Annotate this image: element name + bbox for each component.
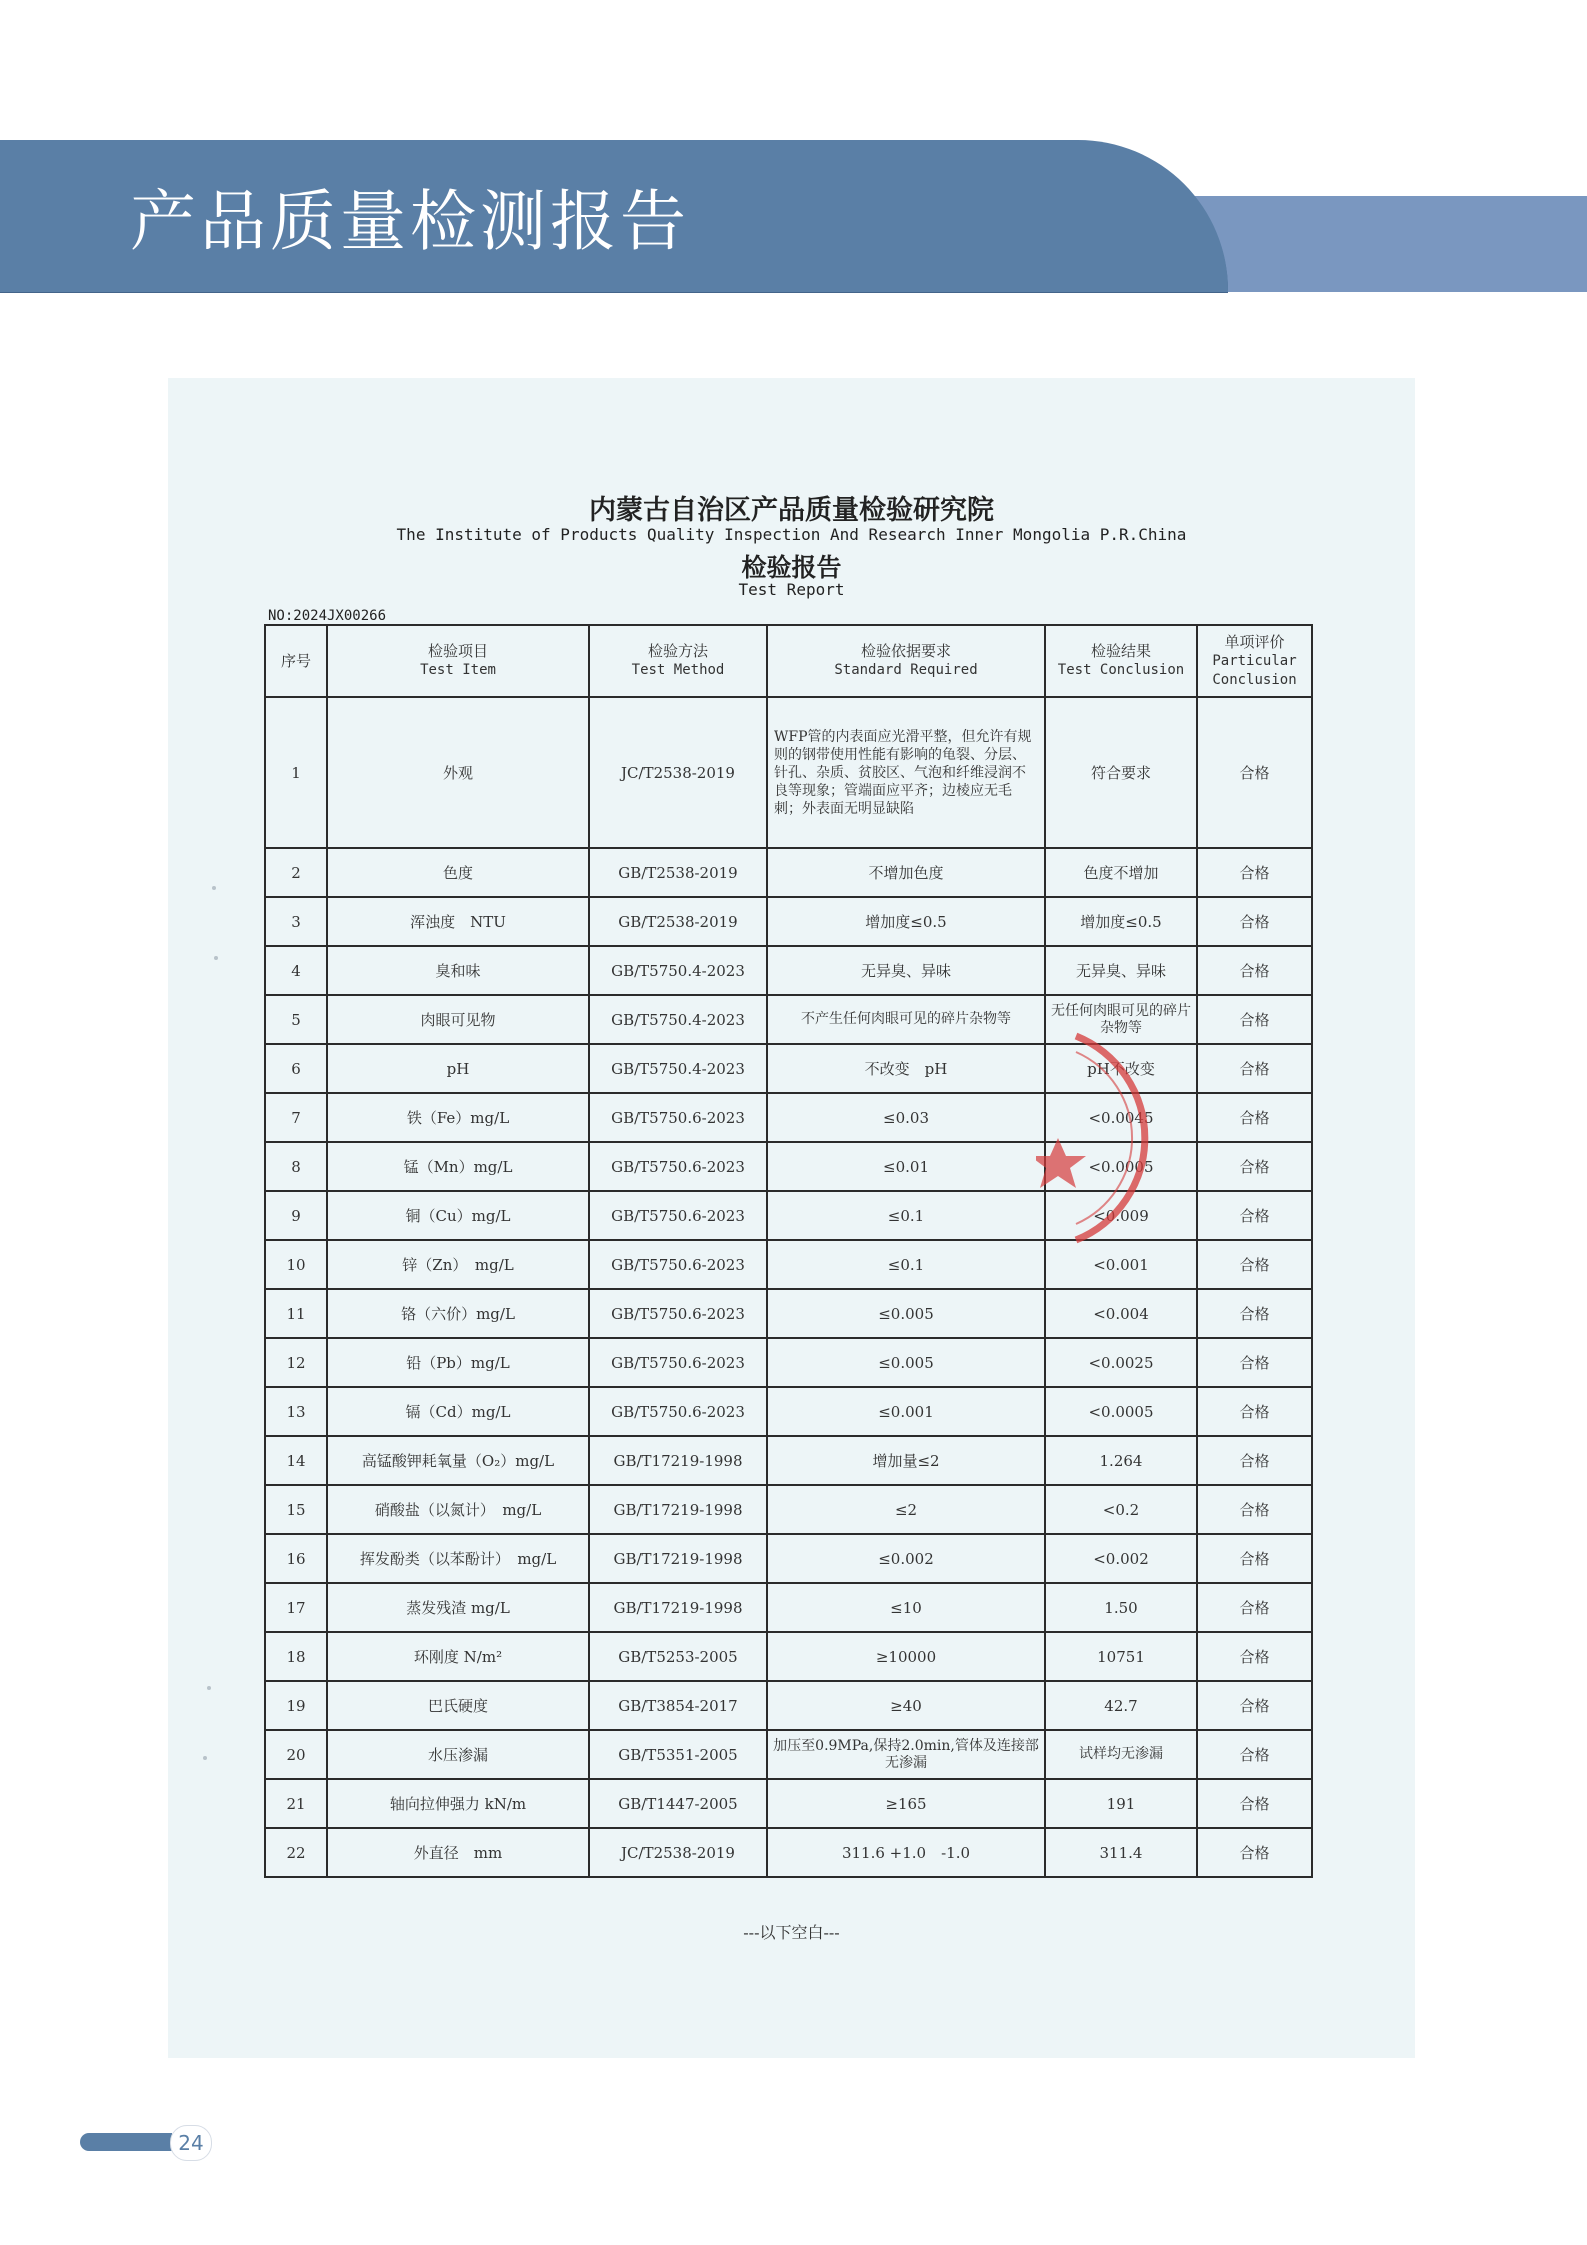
row-number: 3 [265, 897, 327, 946]
row-number: 2 [265, 848, 327, 897]
evaluation: 合格 [1197, 1583, 1312, 1632]
test-method: GB/T17219-1998 [589, 1436, 767, 1485]
evaluation: 合格 [1197, 1534, 1312, 1583]
row-number: 14 [265, 1436, 327, 1485]
test-item: 臭和味 [327, 946, 589, 995]
test-item: 硝酸盐（以氮计） mg/L [327, 1485, 589, 1534]
evaluation: 合格 [1197, 1387, 1312, 1436]
test-result: 增加度≤0.5 [1045, 897, 1197, 946]
standard-required: ≤0.002 [767, 1534, 1045, 1583]
test-result: pH不改变 [1045, 1044, 1197, 1093]
scan-speck [203, 1756, 207, 1760]
evaluation: 合格 [1197, 1828, 1312, 1877]
row-number: 1 [265, 697, 327, 848]
test-method: JC/T2538-2019 [589, 697, 767, 848]
evaluation: 合格 [1197, 995, 1312, 1044]
blank-below-note: ---以下空白--- [743, 1923, 840, 1942]
table-row [265, 1681, 1312, 1730]
table-row [265, 1191, 1312, 1240]
test-result: 色度不增加 [1045, 848, 1197, 897]
standard-required: 不产生任何肉眼可见的碎片杂物等 [767, 995, 1045, 1044]
standard-required: ≤0.1 [767, 1240, 1045, 1289]
row-number: 22 [265, 1828, 327, 1877]
col-header-standard: 检验依据要求 Standard Required [767, 625, 1045, 697]
table-row [265, 697, 1312, 848]
evaluation: 合格 [1197, 1142, 1312, 1191]
standard-required: ≤0.005 [767, 1338, 1045, 1387]
table-row [265, 1730, 1312, 1779]
table-row [265, 1338, 1312, 1387]
test-result: <0.0005 [1045, 1142, 1197, 1191]
test-item: 锰（Mn）mg/L [327, 1142, 589, 1191]
standard-required: ≤0.03 [767, 1093, 1045, 1142]
report-title-en: Test Report [738, 580, 845, 599]
row-number: 18 [265, 1632, 327, 1681]
test-result: 311.4 [1045, 1828, 1197, 1877]
page-title: 产品质量检测报告 [130, 183, 690, 260]
row-number: 12 [265, 1338, 327, 1387]
test-result: <0.0045 [1045, 1093, 1197, 1142]
row-number: 17 [265, 1583, 327, 1632]
col-header-no: 序号 [265, 625, 327, 697]
institute-name-en: The Institute of Products Quality Inspection And Research Inner Mongolia P.R.China [396, 525, 1187, 544]
table-row [265, 946, 1312, 995]
row-number: 19 [265, 1681, 327, 1730]
test-item: 肉眼可见物 [327, 995, 589, 1044]
test-method: GB/T17219-1998 [589, 1485, 767, 1534]
standard-required: ≤0.1 [767, 1191, 1045, 1240]
table-row [265, 1534, 1312, 1583]
scan-speck [214, 956, 218, 960]
test-result: <0.2 [1045, 1485, 1197, 1534]
table-header-row [265, 625, 1312, 697]
row-number: 6 [265, 1044, 327, 1093]
table-row [265, 1142, 1312, 1191]
test-method: GB/T5253-2005 [589, 1632, 767, 1681]
table-row [265, 1632, 1312, 1681]
evaluation: 合格 [1197, 1779, 1312, 1828]
table-row [265, 1044, 1312, 1093]
table-row [265, 1093, 1312, 1142]
test-item: 色度 [327, 848, 589, 897]
test-method: GB/T5750.6-2023 [589, 1387, 767, 1436]
standard-required: 增加度≤0.5 [767, 897, 1045, 946]
row-number: 4 [265, 946, 327, 995]
test-result: 10751 [1045, 1632, 1197, 1681]
test-method: GB/T5750.4-2023 [589, 1044, 767, 1093]
test-result: 符合要求 [1045, 697, 1197, 848]
col-header-result: 检验结果 Test Conclusion [1045, 625, 1197, 697]
test-item: 浑浊度 NTU [327, 897, 589, 946]
table-row [265, 1289, 1312, 1338]
row-number: 15 [265, 1485, 327, 1534]
col-header-evaluation: 单项评价 Particular Conclusion [1197, 625, 1312, 697]
test-method: GB/T2538-2019 [589, 897, 767, 946]
standard-required: 无异臭、异味 [767, 946, 1045, 995]
standard-required: ≤10 [767, 1583, 1045, 1632]
table-row [265, 1485, 1312, 1534]
test-item: 巴氏硬度 [327, 1681, 589, 1730]
page-number: 24 [170, 2125, 212, 2161]
test-method: GB/T1447-2005 [589, 1779, 767, 1828]
table-row [265, 1583, 1312, 1632]
test-method: GB/T17219-1998 [589, 1534, 767, 1583]
test-method: GB/T2538-2019 [589, 848, 767, 897]
standard-required: 加压至0.9MPa,保持2.0min,管体及连接部无渗漏 [767, 1730, 1045, 1779]
standard-required: 311.6 +1.0 -1.0 [767, 1828, 1045, 1877]
table-row [265, 848, 1312, 897]
test-method: GB/T3854-2017 [589, 1681, 767, 1730]
header-accent-bar [1190, 196, 1587, 292]
test-item: 轴向拉伸强力 kN/m [327, 1779, 589, 1828]
row-number: 21 [265, 1779, 327, 1828]
test-result: 42.7 [1045, 1681, 1197, 1730]
evaluation: 合格 [1197, 1632, 1312, 1681]
test-item: 高锰酸钾耗氧量（O₂）mg/L [327, 1436, 589, 1485]
test-item: pH [327, 1044, 589, 1093]
test-method: JC/T2538-2019 [589, 1828, 767, 1877]
standard-required: ≥40 [767, 1681, 1045, 1730]
test-method: GB/T5750.6-2023 [589, 1142, 767, 1191]
evaluation: 合格 [1197, 1730, 1312, 1779]
test-item: 镉（Cd）mg/L [327, 1387, 589, 1436]
row-number: 10 [265, 1240, 327, 1289]
standard-required: ≤0.01 [767, 1142, 1045, 1191]
test-result: 1.50 [1045, 1583, 1197, 1632]
institute-name-cn: 内蒙古自治区产品质量检验研究院 [589, 495, 994, 526]
row-number: 11 [265, 1289, 327, 1338]
test-result: 试样均无渗漏 [1045, 1730, 1197, 1779]
evaluation: 合格 [1197, 848, 1312, 897]
row-number: 13 [265, 1387, 327, 1436]
table-row [265, 1828, 1312, 1877]
test-result: <0.004 [1045, 1289, 1197, 1338]
test-item: 铬（六价）mg/L [327, 1289, 589, 1338]
table-row [265, 1436, 1312, 1485]
test-result: <0.0005 [1045, 1387, 1197, 1436]
standard-required: ≤2 [767, 1485, 1045, 1534]
test-method: GB/T5750.4-2023 [589, 946, 767, 995]
test-method: GB/T5750.6-2023 [589, 1289, 767, 1338]
test-item: 水压渗漏 [327, 1730, 589, 1779]
table-row [265, 1240, 1312, 1289]
test-item: 外观 [327, 697, 589, 848]
table-row [265, 995, 1312, 1044]
evaluation: 合格 [1197, 697, 1312, 848]
scan-speck [207, 1686, 211, 1690]
report-title-cn: 检验报告 [741, 553, 842, 582]
standard-required: WFP管的内表面应光滑平整，但允许有规则的钢带使用性能有影响的龟裂、分层、针孔、杂质、贫胶区、气泡和纤维浸润不良等现象；管端面应平齐；边棱应无毛刺；外表面无明显缺陷 [767, 697, 1045, 848]
scanned-report [168, 378, 1415, 2058]
test-item: 铁（Fe）mg/L [327, 1093, 589, 1142]
test-result: 1.264 [1045, 1436, 1197, 1485]
col-header-method: 检验方法 Test Method [589, 625, 767, 697]
row-number: 16 [265, 1534, 327, 1583]
standard-required: 不增加色度 [767, 848, 1045, 897]
standard-required: ≥10000 [767, 1632, 1045, 1681]
evaluation: 合格 [1197, 1093, 1312, 1142]
test-item: 锌（Zn） mg/L [327, 1240, 589, 1289]
evaluation: 合格 [1197, 1191, 1312, 1240]
table-row [265, 1779, 1312, 1828]
test-result: 无任何肉眼可见的碎片杂物等 [1045, 995, 1197, 1044]
evaluation: 合格 [1197, 1240, 1312, 1289]
test-result: 无异臭、异味 [1045, 946, 1197, 995]
row-number: 5 [265, 995, 327, 1044]
test-result: <0.0025 [1045, 1338, 1197, 1387]
test-item: 铜（Cu）mg/L [327, 1191, 589, 1240]
scan-speck [212, 886, 216, 890]
table-row [265, 897, 1312, 946]
test-item: 外直径 mm [327, 1828, 589, 1877]
standard-required: ≥165 [767, 1779, 1045, 1828]
evaluation: 合格 [1197, 1338, 1312, 1387]
row-number: 20 [265, 1730, 327, 1779]
report-number: NO:2024JX00266 [268, 608, 387, 624]
evaluation: 合格 [1197, 1436, 1312, 1485]
evaluation: 合格 [1197, 897, 1312, 946]
test-item: 挥发酚类（以苯酚计） mg/L [327, 1534, 589, 1583]
col-header-item: 检验项目 Test Item [327, 625, 589, 697]
test-result: <0.009 [1045, 1191, 1197, 1240]
test-method: GB/T5750.6-2023 [589, 1191, 767, 1240]
standard-required: ≤0.001 [767, 1387, 1045, 1436]
test-method: GB/T5750.4-2023 [589, 995, 767, 1044]
evaluation: 合格 [1197, 1044, 1312, 1093]
test-method: GB/T5750.6-2023 [589, 1240, 767, 1289]
table-row [265, 1387, 1312, 1436]
evaluation: 合格 [1197, 1485, 1312, 1534]
test-result: <0.002 [1045, 1534, 1197, 1583]
test-item: 蒸发残渣 mg/L [327, 1583, 589, 1632]
standard-required: 不改变 pH [767, 1044, 1045, 1093]
test-item: 环刚度 N/m² [327, 1632, 589, 1681]
row-number: 9 [265, 1191, 327, 1240]
test-method: GB/T5351-2005 [589, 1730, 767, 1779]
standard-required: ≤0.005 [767, 1289, 1045, 1338]
page-number-bar [80, 2133, 172, 2151]
test-item: 铅（Pb）mg/L [327, 1338, 589, 1387]
test-results-table [264, 624, 1313, 1878]
evaluation: 合格 [1197, 946, 1312, 995]
row-number: 8 [265, 1142, 327, 1191]
standard-required: 增加量≤2 [767, 1436, 1045, 1485]
test-result: 191 [1045, 1779, 1197, 1828]
test-method: GB/T17219-1998 [589, 1583, 767, 1632]
test-method: GB/T5750.6-2023 [589, 1338, 767, 1387]
evaluation: 合格 [1197, 1289, 1312, 1338]
evaluation: 合格 [1197, 1681, 1312, 1730]
test-result: <0.001 [1045, 1240, 1197, 1289]
row-number: 7 [265, 1093, 327, 1142]
test-method: GB/T5750.6-2023 [589, 1093, 767, 1142]
